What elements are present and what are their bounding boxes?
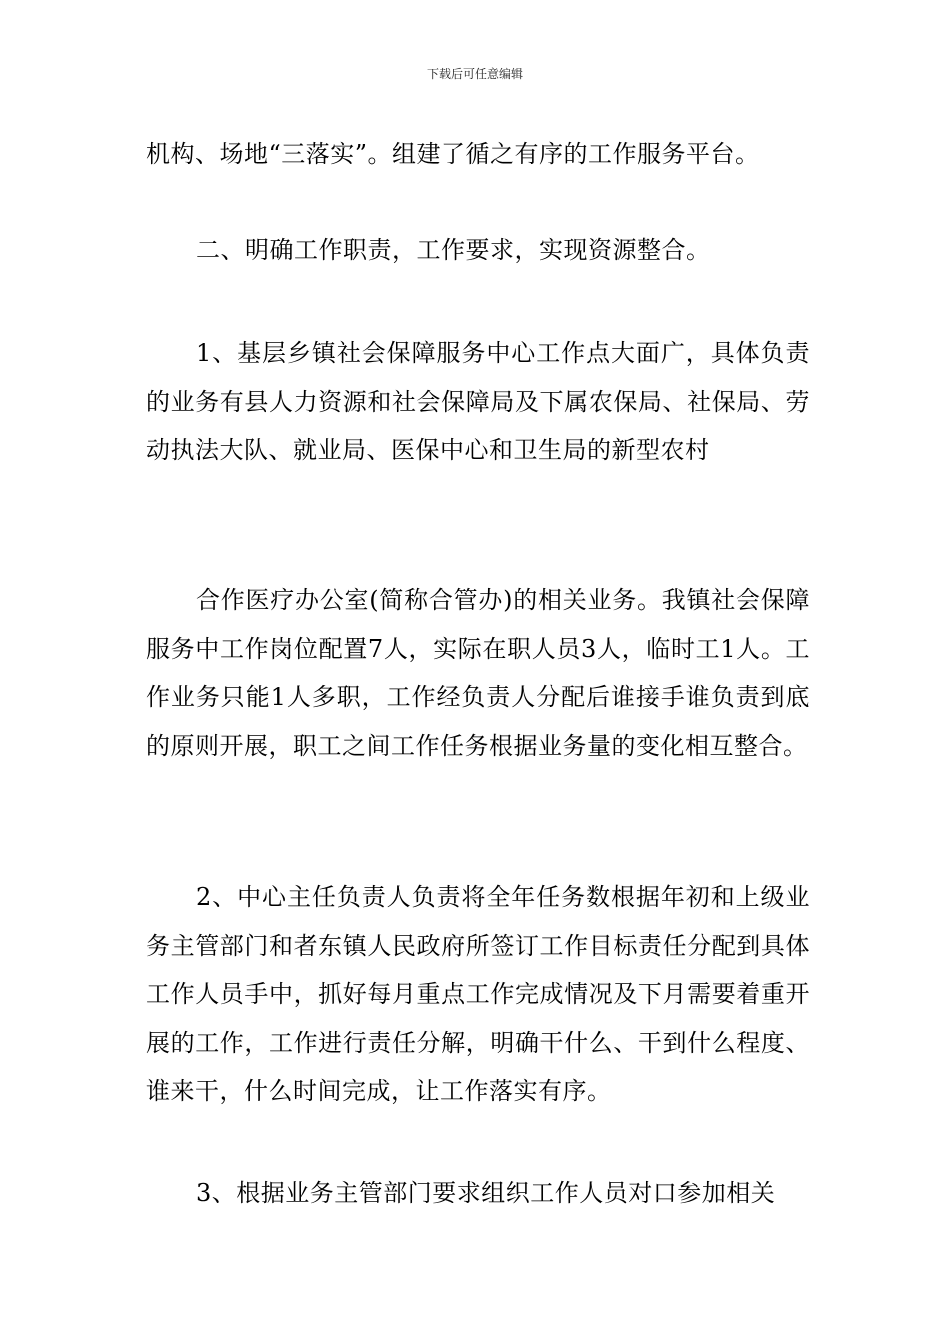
- paragraph-continuation: 机构、场地“三落实”。组建了循之有序的工作服务平台。: [146, 140, 760, 168]
- paragraph-item-1: 1、基层乡镇社会保障服务中心工作点大面广，具体负责的业务有县人力资源和社会保障局及下属农保局、社保局、劳动执法大队、就业局、医保中心和卫生局的新型农村: [146, 339, 810, 464]
- paragraph-cooperative-medical: 合作医疗办公室(简称合管办)的相关业务。我镇社会保障服务中工作岗位配置7人，实际在职人员3人，临时工1人。工作业务只能1人多职，工作经负责人分配后谁接手谁负责到底的原则开展，职工之间工作任务根据业务量的变化相互整合。: [146, 586, 810, 760]
- paragraph-item-3: 3、根据业务主管部门要求组织工作人员对口参加相关: [196, 1179, 776, 1207]
- paragraph-item-2: 2、中心主任负责人负责将全年任务数根据年初和上级业务主管部门和者东镇人民政府所签订工作目标责任分配到具体工作人员手中，抓好每月重点工作完成情况及下月需要着重开展的工作，工作进行责任分解，明确干什么、干到什么程度、谁来干，什么时间完成，让工作落实有序。: [146, 883, 810, 1105]
- section-heading-2: 二、明确工作职责，工作要求，实现资源整合。: [196, 236, 711, 264]
- page-header: 下载后可任意编辑: [426, 67, 523, 81]
